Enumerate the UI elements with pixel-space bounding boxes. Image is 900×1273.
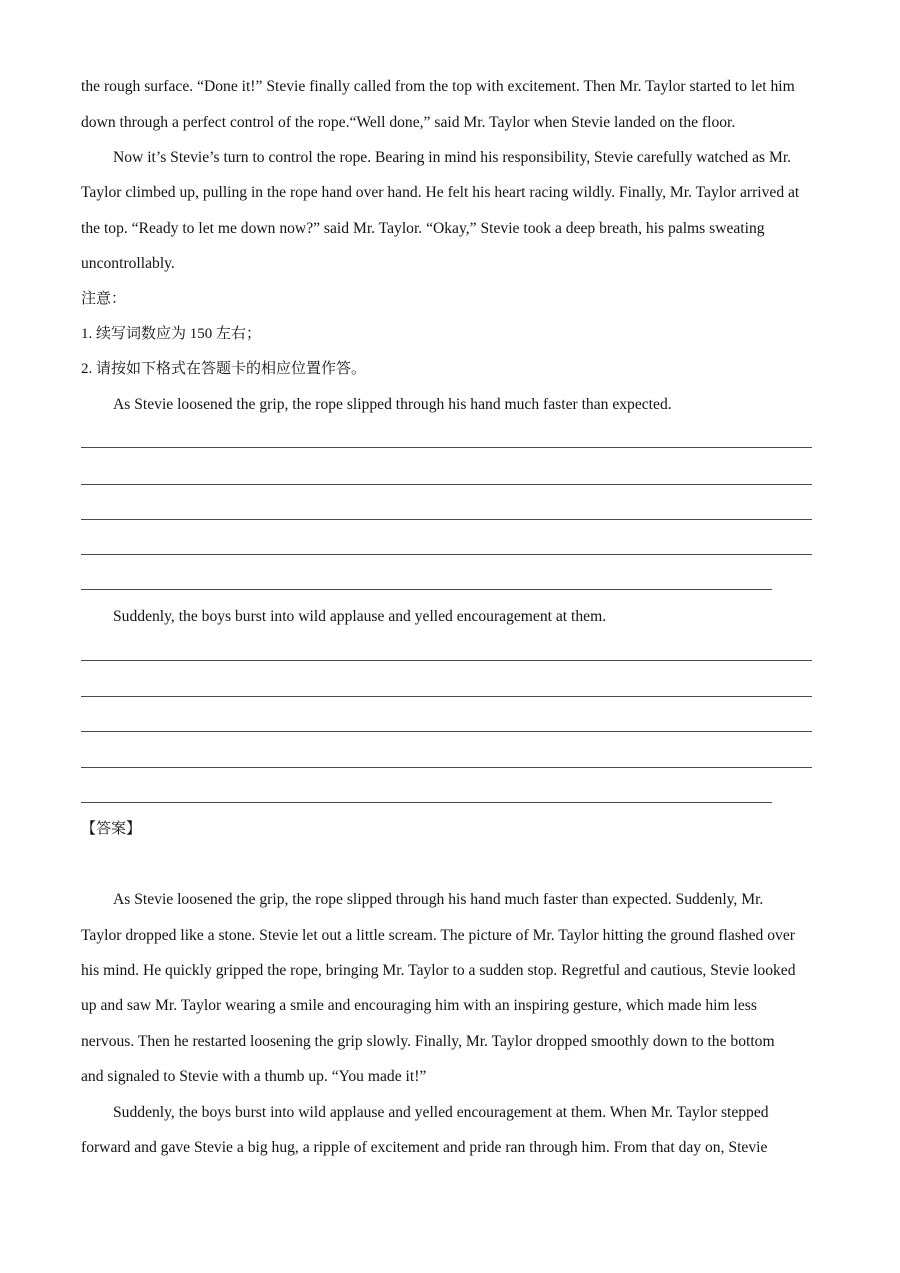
answer-line-rule <box>81 554 812 555</box>
answer-line-rule <box>81 660 812 661</box>
answer-line-rule <box>81 731 812 732</box>
answer-line: his mind. He quickly gripped the rope, bringing Mr. Taylor to a sudden stop. Regretful and cautious, Stevie looked <box>81 962 796 979</box>
answer-line-rule <box>81 767 812 768</box>
answer-line-rule <box>81 519 812 520</box>
notice-item: 2. 请按如下格式在答题卡的相应位置作答。 <box>81 361 367 377</box>
passage-line: the rough surface. “Done it!” Stevie finally called from the top with excitement. Then Mr. Taylor started to let him <box>81 78 795 95</box>
answer-line: nervous. Then he restarted loosening the grip slowly. Finally, Mr. Taylor dropped smoothly down to the bottom <box>81 1033 775 1050</box>
answer-heading: 【答案】 <box>81 821 142 837</box>
answer-line: forward and gave Stevie a big hug, a ripple of excitement and pride ran through him. From that day on, Stevie <box>81 1139 768 1156</box>
answer-line: up and saw Mr. Taylor wearing a smile and encouraging him with an inspiring gesture, which made him less <box>81 997 757 1014</box>
passage-line: Taylor climbed up, pulling in the rope hand over hand. He felt his heart racing wildly. Finally, Mr. Taylor arrived at <box>81 184 800 201</box>
answer-line: Suddenly, the boys burst into wild applause and yelled encouragement at them. When Mr. Taylor stepped <box>113 1104 769 1121</box>
notice-title: 注意： <box>81 291 127 307</box>
answer-line: and signaled to Stevie with a thumb up. “You made it!” <box>81 1068 427 1085</box>
answer-line-rule <box>81 447 812 448</box>
passage-line: the top. “Ready to let me down now?” said Mr. Taylor. “Okay,” Stevie took a deep breath, his palms sweating <box>81 220 765 237</box>
answer-line-rule <box>81 802 772 803</box>
answer-line-rule <box>81 696 812 697</box>
notice-item: 1. 续写词数应为 150 左右； <box>81 326 262 342</box>
answer-line-rule <box>81 484 812 485</box>
paragraph-prompt: Suddenly, the boys burst into wild applause and yelled encouragement at them. <box>113 608 607 625</box>
passage-line: Now it’s Stevie’s turn to control the rope. Bearing in mind his responsibility, Stevie carefully watched as Mr. <box>113 149 792 166</box>
answer-line: Taylor dropped like a stone. Stevie let out a little scream. The picture of Mr. Taylor hitting the ground flashed over <box>81 927 795 944</box>
passage-line: uncontrollably. <box>81 255 175 272</box>
answer-line-rule <box>81 589 772 590</box>
passage-line: down through a perfect control of the rope.“Well done,” said Mr. Taylor when Stevie landed on the floor. <box>81 114 736 131</box>
paragraph-prompt: As Stevie loosened the grip, the rope slipped through his hand much faster than expected. <box>113 396 672 413</box>
answer-line: As Stevie loosened the grip, the rope slipped through his hand much faster than expected. Suddenly, Mr. <box>113 891 764 908</box>
